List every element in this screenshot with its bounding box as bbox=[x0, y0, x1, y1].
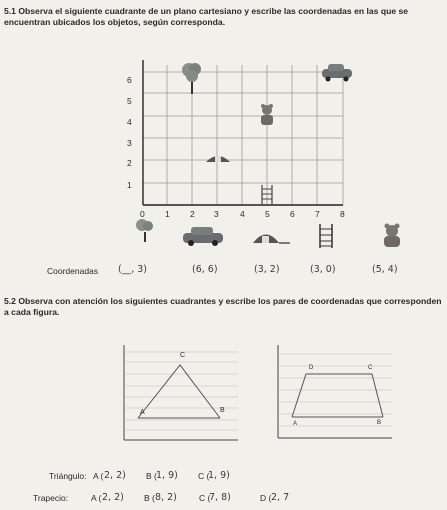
x-tick-7: 7 bbox=[315, 209, 320, 219]
legend-igloo-icon bbox=[253, 235, 290, 244]
legend-car-icon bbox=[183, 227, 223, 246]
igloo-coordinate-answer: (3, 2) bbox=[254, 264, 280, 275]
coordinates-label: Coordenadas bbox=[47, 266, 99, 276]
trapezoid-a-label: A ( bbox=[91, 493, 102, 503]
y-tick-2: 2 bbox=[127, 158, 132, 168]
x-tick-6: 6 bbox=[290, 209, 295, 219]
y-tick-4: 4 bbox=[127, 117, 132, 127]
x-tick-8: 8 bbox=[340, 209, 345, 219]
triangle-vertex-b: B bbox=[220, 407, 225, 414]
y-tick-5: 5 bbox=[127, 96, 132, 106]
x-tick-1: 1 bbox=[165, 209, 170, 219]
x-tick-0: 0 bbox=[140, 209, 145, 219]
legend-tree-icon bbox=[136, 219, 153, 242]
triangle-vertex-c: C bbox=[180, 352, 186, 359]
y-tick-3: 3 bbox=[127, 138, 132, 148]
trapezoid-a-answer: 2, 2) bbox=[102, 492, 124, 503]
tree-coordinate-answer: (__, 3) bbox=[118, 264, 147, 275]
teddy-coordinate-answer: (5, 4) bbox=[372, 264, 398, 275]
teddy-bear-icon bbox=[261, 104, 273, 125]
tree-icon bbox=[182, 63, 201, 94]
igloo-icon bbox=[206, 156, 230, 162]
y-tick-1: 1 bbox=[127, 180, 132, 190]
triangle-a-answer: 2, 2) bbox=[104, 470, 126, 481]
triangle-c-label: C ( bbox=[198, 471, 210, 481]
trapezoid-b-answer: 8, 2) bbox=[155, 492, 177, 503]
x-tick-3: 3 bbox=[214, 209, 219, 219]
trapezoid-vertex-b: B bbox=[377, 420, 382, 426]
triangle-vertex-a: A bbox=[140, 409, 145, 416]
triangle-c-answer: 1, 9) bbox=[208, 470, 230, 481]
triangle-a-label: A ( bbox=[93, 471, 104, 481]
car-icon bbox=[322, 64, 352, 82]
trapezoid-vertex-c: C bbox=[368, 365, 373, 371]
legend-ladder-icon bbox=[320, 224, 332, 248]
triangle-row-label: Triángulo: bbox=[49, 471, 87, 481]
x-tick-4: 4 bbox=[240, 209, 245, 219]
x-tick-2: 2 bbox=[190, 209, 195, 219]
trapezoid-vertex-d: D bbox=[309, 365, 314, 371]
ladder-coordinate-answer: (3, 0) bbox=[310, 264, 336, 275]
trapezoid-b-label: B ( bbox=[144, 493, 155, 503]
exercise-5-2-instructions: 5.2 Observa con atención los siguientes cuadrantes y escribe los pares de coordenadas que corresponden a cada figura. bbox=[4, 296, 442, 317]
x-tick-5: 5 bbox=[265, 209, 270, 219]
legend-teddy-bear-icon bbox=[384, 224, 400, 248]
triangle-b-answer: 1, 9) bbox=[156, 470, 178, 481]
trapezoid-c-answer: 7, 8) bbox=[209, 492, 231, 503]
exercise-5-1-instructions: 5.1 Observa el siguiente cuadrante de un plano cartesiano y escribe las coordenadas en las que se encuentran ubicados los objetos, según corresponda. bbox=[4, 6, 409, 27]
trapezoid-d-label: D ( bbox=[260, 493, 272, 503]
trapezoid-d-answer: 2, 7 bbox=[271, 492, 290, 503]
y-tick-6: 6 bbox=[127, 75, 132, 85]
triangle-grid-figure bbox=[124, 345, 238, 440]
car-coordinate-answer: (6, 6) bbox=[192, 264, 218, 275]
trapezoid-c-label: C ( bbox=[199, 493, 211, 503]
trapezoid-vertex-a: A bbox=[293, 421, 298, 427]
triangle-b-label: B ( bbox=[146, 471, 157, 481]
trapezoid-row-label: Trapecio: bbox=[33, 493, 69, 503]
